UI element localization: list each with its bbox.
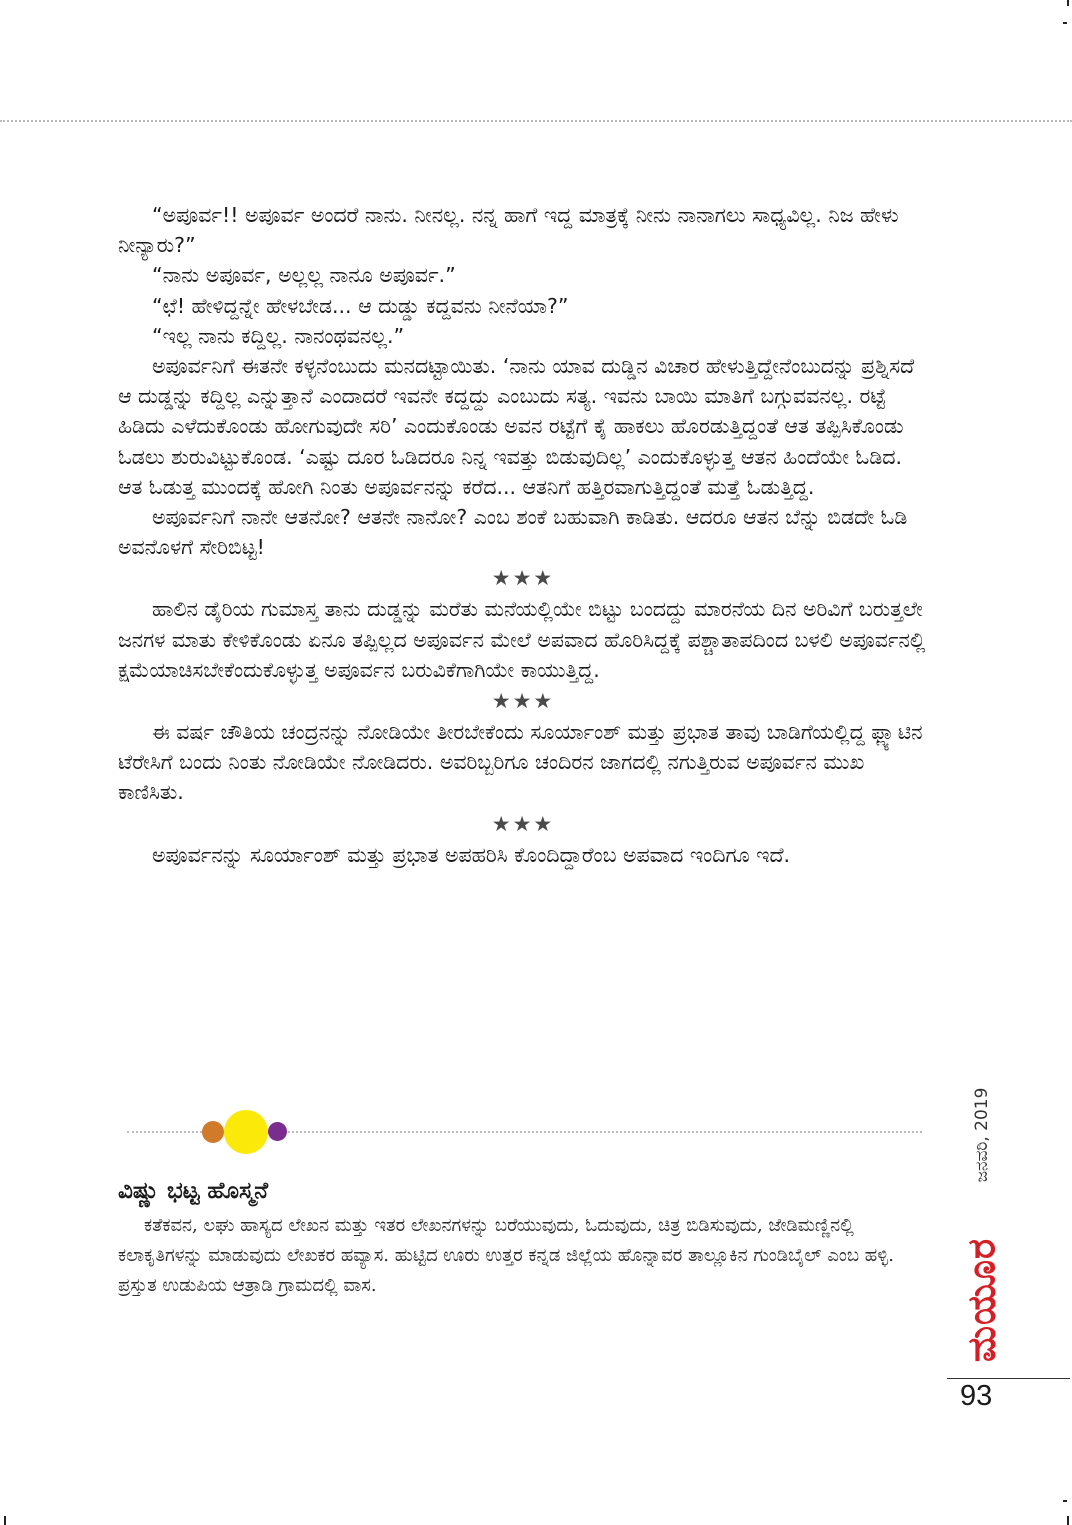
yellow-dot-ornament — [224, 1110, 268, 1154]
story-paragraph: ಈ ವರ್ಷ ಚೌತಿಯ ಚಂದ್ರನನ್ನು ನೋಡಿಯೇ ತೀರಬೇಕೆಂದು ಸೂರ್ಯಾಂಶ್ ಮತ್ತು ಪ್ರಭಾತ ತಾವು ಬಾಡಿಗೆಯಲ್ಲಿದ್ದ ಫ್ಲ್ಯಾಟಿನ ಟೆರೇಸಿಗೆ ಬಂದು ನಿಂತು ನೋಡಿಯೇ ನೋಡಿದರು. ಅವರಿಬ್ಬರಿಗೂ ಚಂದಿರನ ಜಾಗದಲ್ಲಿ ನಗುತ್ತಿರುವ ಅಪೂರ್ವನ ಮುಖ ಕಾಣಿಸಿತು. — [118, 720, 923, 805]
page-number-rule — [947, 1378, 1070, 1379]
orange-dot-ornament — [202, 1121, 224, 1143]
crop-mark — [1063, 22, 1067, 24]
crop-mark — [1067, 0, 1069, 6]
author-bio — [118, 1211, 918, 1301]
author-bio-text: ಕತೆಕವನ, ಲಘು ಹಾಸ್ಯದ ಲೇಖನ ಮತ್ತು ಇತರ ಲೇಖನಗಳನ್ನು ಬರೆಯುವುದು, ಓದುವುದು, ಚಿತ್ರ ಬಿಡಿಸುವುದು, ಜೇಡಿಮಣ್ಣಿನಲ್ಲಿ ಕಲಾಕೃತಿಗಳನ್ನು ಮಾಡುವುದು ಲೇಖಕರ ಹವ್ಯಾಸ. ಹುಟ್ಟಿದ ಊರು ಉತ್ತರ ಕನ್ನಡ ಜಿಲ್ಲೆಯ ಹೊನ್ನಾವರ ತಾಲ್ಲೂಕಿನ ಗುಂಡಿಬೈಲ್ ಎಂಬ ಹಳ್ಳಿ. ಪ್ರಸ್ತುತ ಉಡುಪಿಯ ಆತ್ರಾಡಿ ಗ್ರಾಮದಲ್ಲಿ ವಾಸ. — [118, 1215, 894, 1296]
crop-mark — [1063, 1500, 1067, 1502]
crop-mark — [4, 1516, 6, 1525]
section-separator: ★★★ — [491, 689, 555, 714]
story-body — [118, 200, 928, 870]
author-name: ವಿಷ್ಣು ಭಟ್ಟ ಹೊಸ್ಮನೆ — [118, 1177, 269, 1204]
story-paragraph: ಹಾಲಿನ ಡೈರಿಯ ಗುಮಾಸ್ತ ತಾನು ದುಡ್ಡನ್ನು ಮರೆತು ಮನೆಯಲ್ಲಿಯೇ ಬಿಟ್ಟು ಬಂದದ್ದು ಮಾರನೆಯ ದಿನ ಅರಿವಿಗೆ ಬರುತ್ತಲೇ ಜನಗಳ ಮಾತು ಕೇಳಿಕೊಂಡು ಏನೂ ತಪ್ಪಿಲ್ಲದ ಅಪೂರ್ವನ ಮೇಲೆ ಅಪವಾದ ಹೊರಿಸಿದ್ದಕ್ಕೆ ಪಶ್ಚಾತಾಪದಿಂದ ಬಳಲಿ ಅಪೂರ್ವನಲ್ಲಿ ಕ್ಷಮೆಯಾಚಿಸಬೇಕೆಂದುಕೊಳ್ಳುತ್ತ ಅಪೂರ್ವನ ಬರುವಿಕೆಗಾಗಿಯೇ ಕಾಯುತ್ತಿದ್ದ. — [118, 597, 926, 682]
purple-dot-ornament — [268, 1122, 287, 1141]
header-dotted-rule — [0, 120, 1072, 122]
section-separator: ★★★ — [491, 566, 555, 591]
story-paragraph: “ಅಪೂರ್ವ!! ಅಪೂರ್ವ ಅಂದರೆ ನಾನು. ನೀನಲ್ಲ. ನನ್ನ ಹಾಗೆ ಇದ್ದ ಮಾತ್ರಕ್ಕೆ ನೀನು ನಾನಾಗಲು ಸಾಧ್ಯವಿಲ್ಲ. ನಿಜ ಹೇಳು ನೀನ್ಯಾರು?” — [118, 203, 899, 258]
magazine-logo: ಮಯೂರ — [959, 1237, 1004, 1363]
section-separator: ★★★ — [491, 811, 555, 836]
story-paragraph: “ಇಲ್ಲ ನಾನು ಕದ್ದಿಲ್ಲ. ನಾನಂಥವನಲ್ಲ.” — [152, 323, 405, 348]
story-paragraph: ಅಪೂರ್ವನಿಗೆ ಈತನೇ ಕಳ್ಳನೆಂಬುದು ಮನದಟ್ಟಾಯಿತು. ‘ನಾನು ಯಾವ ದುಡ್ಡಿನ ವಿಚಾರ ಹೇಳುತ್ತಿದ್ದೇನೆಂಬುದನ್ನು ಪ್ರಶ್ನಿಸದೆ ಆ ದುಡ್ಡನ್ನು ಕದ್ದಿಲ್ಲ ಎನ್ನುತ್ತಾನೆ ಎಂದಾದರೆ ಇವನೇ ಕದ್ದದ್ದು ಎಂಬುದು ಸತ್ಯ. ಇವನು ಬಾಯಿ ಮಾತಿಗೆ ಬಗ್ಗುವವನಲ್ಲ. ರಟ್ಟೆ ಹಿಡಿದು ಎಳೆದುಕೊಂಡು ಹೋಗುವುದೇ ಸರಿ’ ಎಂದುಕೊಂಡು ಅವನ ರಟ್ಟೆಗೆ ಕೈ ಹಾಕಲು ಹೊರಡುತ್ತಿದ್ದಂತೆ ಆತ ತಪ್ಪಿಸಿಕೊಂಡು ಓಡಲು ಶುರುವಿಟ್ಟುಕೊಂಡ. ‘ಎಷ್ಟು ದೂರ ಓಡಿದರೂ ನಿನ್ನ ಇವತ್ತು ಬಿಡುವುದಿಲ್ಲ’ ಎಂದುಕೊಳ್ಳುತ್ತ ಆತನ ಹಿಂದೆಯೇ ಓಡಿದ. ಆತ ಓಡುತ್ತ ಮುಂದಕ್ಕೆ ಹೋಗಿ ನಿಂತು ಅಪೂರ್ವನನ್ನು ಕರೆದ... ಆತನಿಗೆ ಹತ್ತಿರವಾಗುತ್ತಿದ್ದಂತೆ ಮತ್ತೆ ಓಡುತ್ತಿದ್ದ. — [118, 354, 915, 499]
crop-mark — [1067, 1516, 1069, 1525]
page-number: 93 — [960, 1380, 993, 1412]
issue-date: ಜನವರಿ, 2019 — [972, 1087, 992, 1183]
story-paragraph: “ನಾನು ಅಪೂರ್ವ, ಅಲ್ಲಲ್ಲ ನಾನೂ ಅಪೂರ್ವ.” — [152, 263, 456, 288]
story-paragraph: “ಛೆ! ಹೇಳಿದ್ದನ್ನೇ ಹೇಳಬೇಡ... ಆ ದುಡ್ಡು ಕದ್ದವನು ನೀನೆಯಾ?” — [152, 293, 569, 318]
story-paragraph: ಅಪೂರ್ವನನ್ನು ಸೂರ್ಯಾಂಶ್ ಮತ್ತು ಪ್ರಭಾತ ಅಪಹರಿಸಿ ಕೊಂದಿದ್ದಾರೆಂಬ ಅಪವಾದ ಇಂದಿಗೂ ಇದೆ. — [152, 842, 791, 867]
story-paragraph: ಅಪೂರ್ವನಿಗೆ ನಾನೇ ಆತನೋ? ಆತನೇ ನಾನೋ? ಎಂಬ ಶಂಕೆ ಬಹುವಾಗಿ ಕಾಡಿತು. ಆದರೂ ಆತನ ಬೆನ್ನು ಬಿಡದೇ ಓಡಿ ಅವನೊಳಗೆ ಸೇರಿಬಿಟ್ಟ! — [118, 505, 908, 560]
